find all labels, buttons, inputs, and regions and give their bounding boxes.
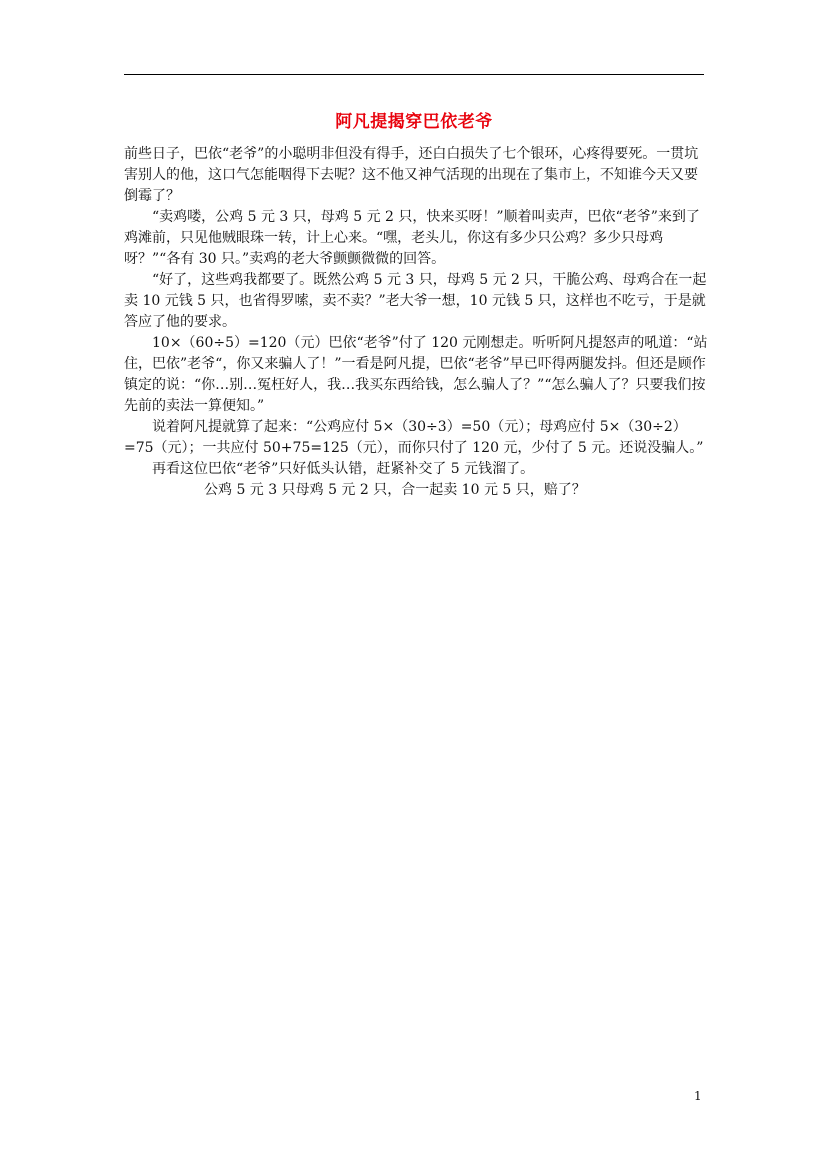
- paragraph-question: 公鸡 5 元 3 只母鸡 5 元 2 只，合一起卖 10 元 5 只，赔了？: [204, 482, 586, 498]
- paragraph-selling: “卖鸡喽，公鸡 5 元 3 只，母鸡 5 元 2 只，快来买呀！”顺着叫卖声，巴依“老爷”来到了鸡滩前，只见他贼眼珠一转，计上心来。“嘿，老头儿，你这有多少只公鸡？多少只母鸡呀？”“各有 30 只。”卖鸡的老大爷颤颤微微的回答。: [124, 209, 700, 267]
- page-number: 1: [694, 1089, 702, 1103]
- paragraph-deal: “好了，这些鸡我都要了。既然公鸡 5 元 3 只，母鸡 5 元 2 只，干脆公鸡、母鸡合在一起卖 10 元钱 5 只，也省得罗嗦，卖不卖？”老大爷一想，10 元钱 5 只，这样也不吃亏，于是就答应了他的要求。: [124, 272, 707, 330]
- paragraph-calculation: 说着阿凡提就算了起来：“公鸡应付 5×（30÷3）=50（元）；母鸡应付 5×（30÷2）=75（元）；一共应付 50+75=125（元），而你只付了 120 元，少付了 5 元。还说没骗人。”: [124, 419, 704, 456]
- header-rule: [124, 74, 704, 75]
- paragraph-intro: 前些日子，巴依“老爷”的小聪明非但没有得手，还白白损失了七个银环，心疼得要死。一贯坑害别人的他，这口气怎能咽得下去呢？这不他又神气活现的出现在了集市上，不知谁今天又要倒霉了？: [124, 146, 699, 204]
- paragraph-ending: 再看这位巴依“老爷”只好低头认错，赶紧补交了 5 元钱溜了。: [152, 461, 535, 477]
- page-title: 阿凡提揭穿巴依老爷: [335, 112, 493, 132]
- paragraph-confrontation: 10×（60÷5）=120（元）巴依“老爷”付了 120 元刚想走。听听阿凡提怒声的吼道：“站住，巴依”老爷“，你又来骗人了！”一看是阿凡提，巴依“老爷”早已吓得两腿发抖。但还是顾作镇定的说：“你…别…冤枉好人，我…我买东西给钱，怎么骗人了？”“怎么骗人了？只要我们按先前的卖法一算便知。”: [124, 335, 708, 414]
- document-body: [124, 144, 708, 501]
